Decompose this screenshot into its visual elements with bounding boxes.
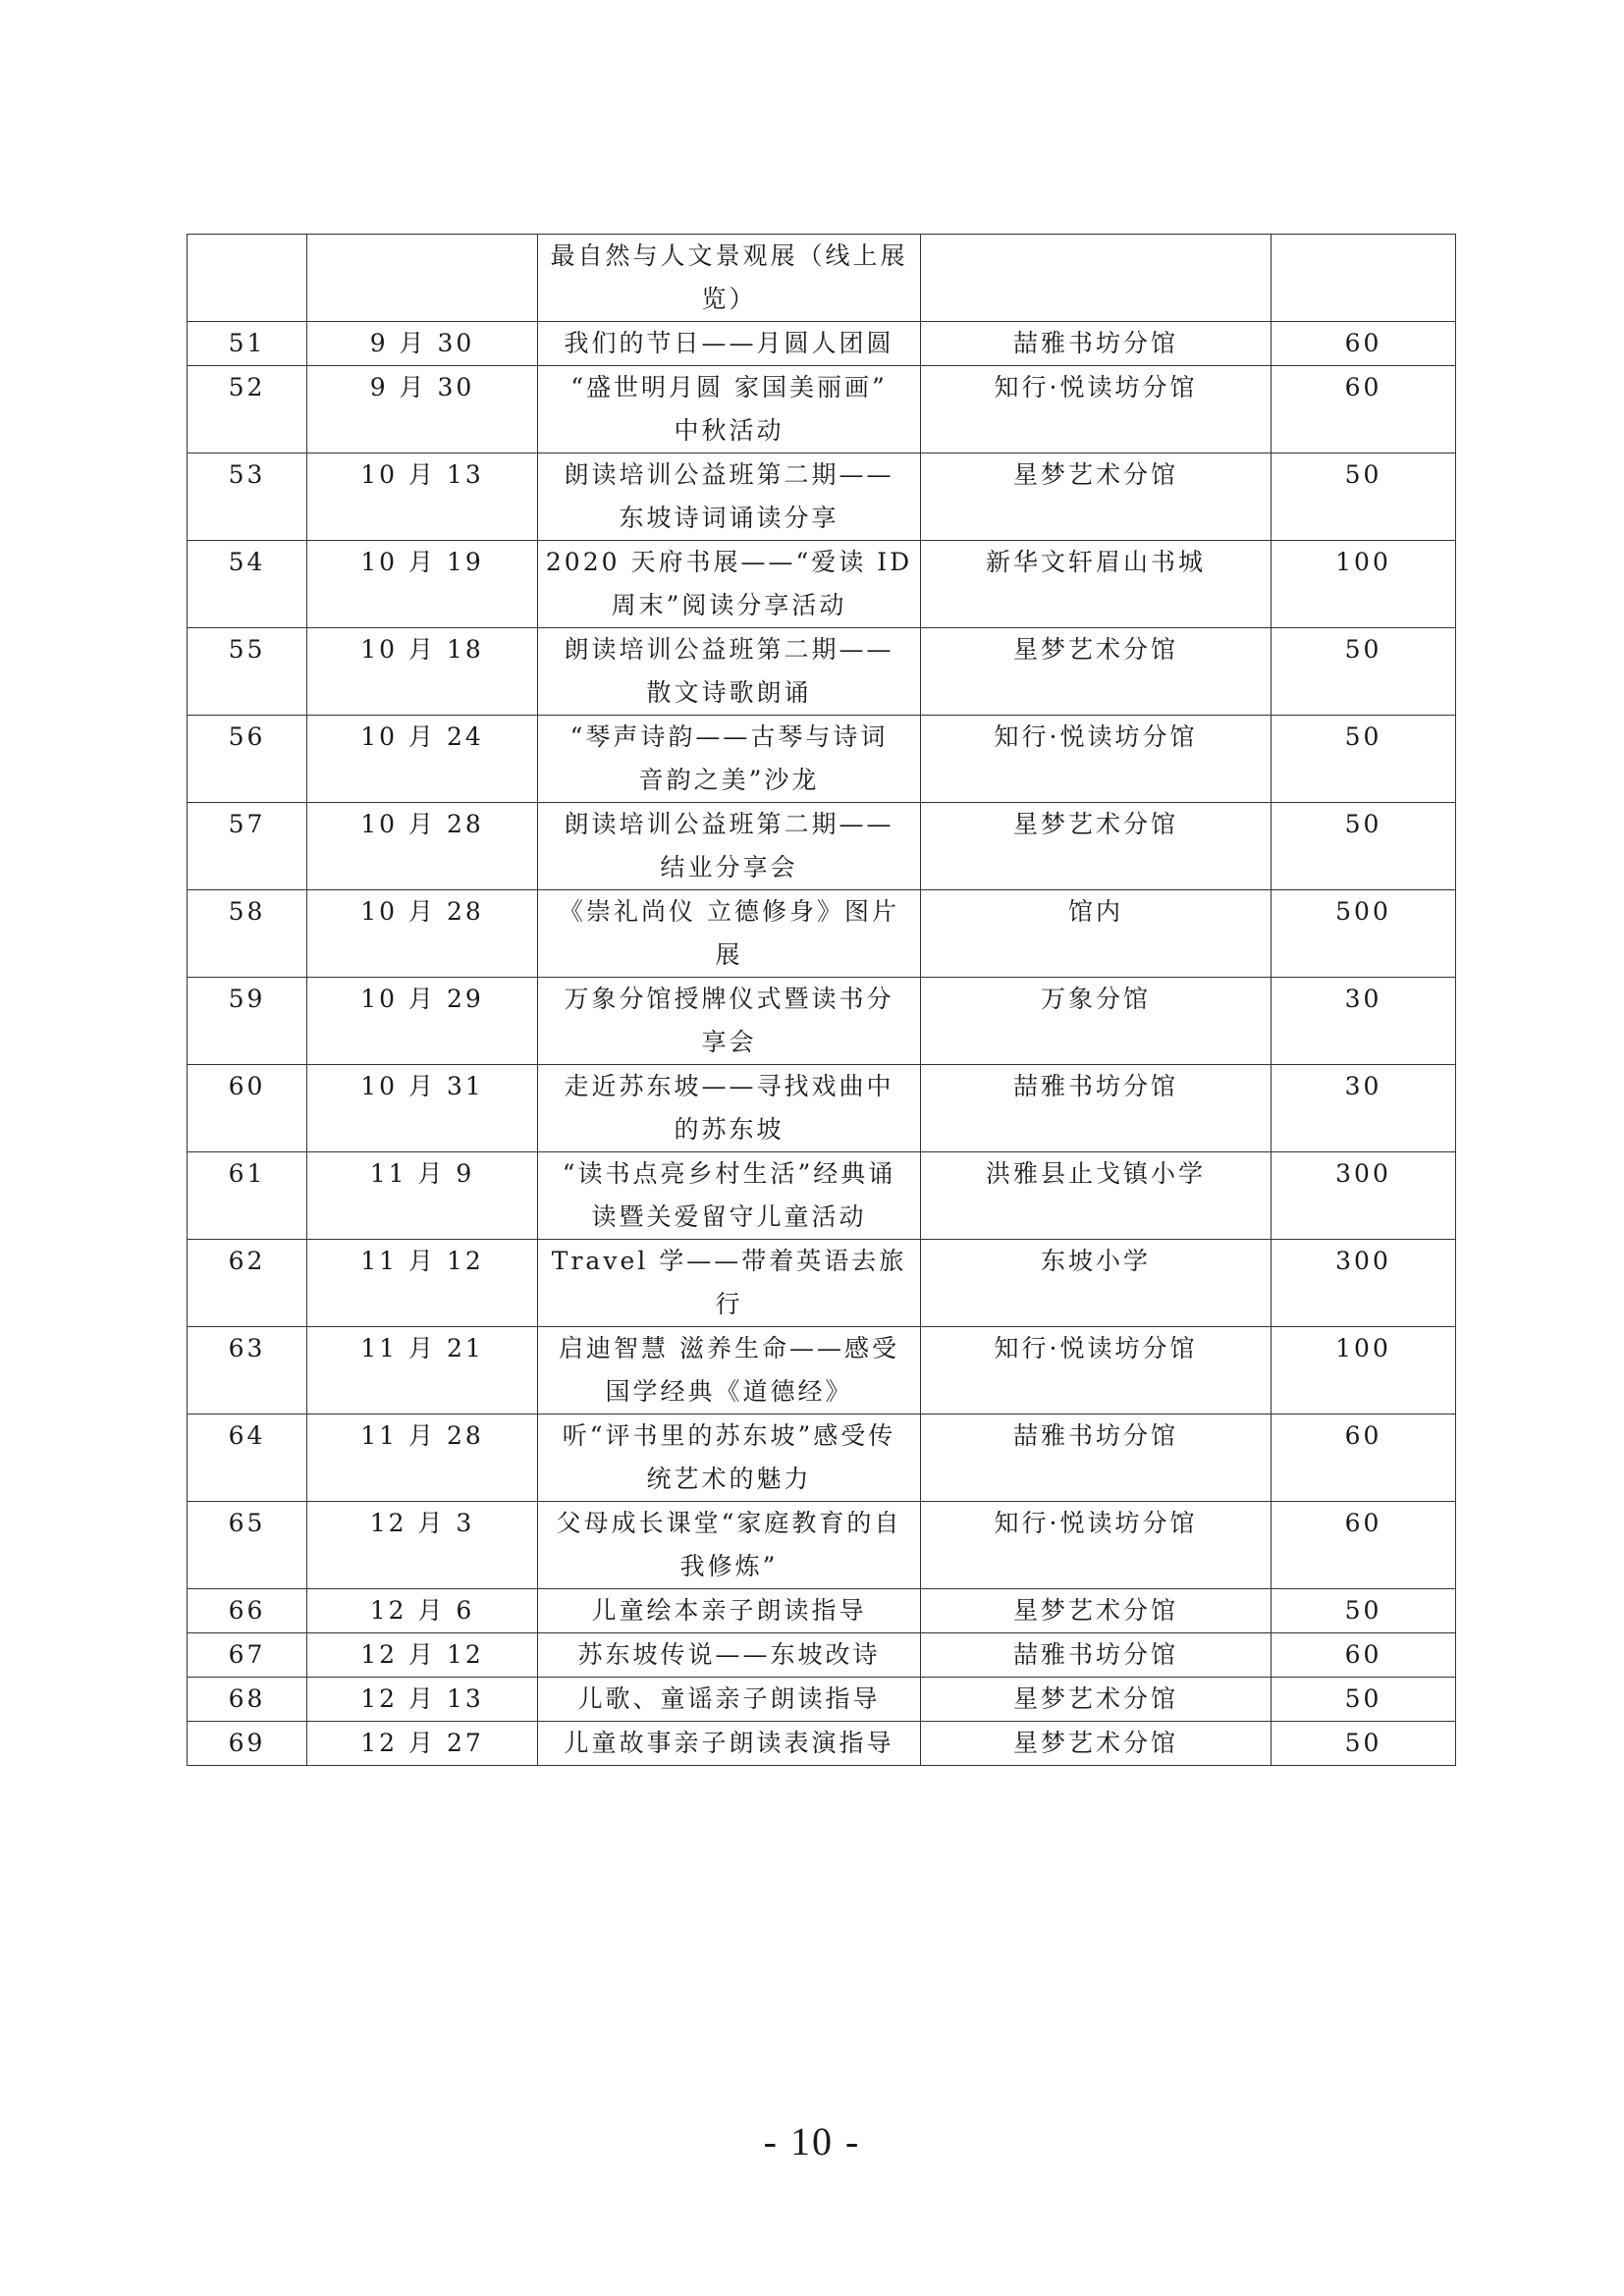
cell-date: 11 月 21 [307, 1327, 538, 1415]
cell-date: 12 月 12 [307, 1633, 538, 1678]
activity-name-line: 最自然与人文景观展（线上展 [550, 241, 908, 270]
activity-name-line: 行 [715, 1290, 743, 1318]
cell-activity-name [538, 541, 921, 628]
cell-count: 30 [1272, 978, 1456, 1065]
table-row [188, 454, 1456, 541]
cell-activity-name [538, 1240, 921, 1327]
cell-venue: 星梦艺术分馆 [921, 1722, 1272, 1766]
activity-name-line: 朗读培训公益班第二期—— [564, 810, 894, 838]
activity-name-line: 国学经典《道德经》 [605, 1377, 853, 1406]
cell-date: 10 月 24 [307, 716, 538, 803]
cell-no: 69 [188, 1722, 307, 1766]
activity-name-line: 享会 [701, 1028, 757, 1056]
cell-venue: 星梦艺术分馆 [921, 454, 1272, 541]
cell-activity-name [538, 978, 921, 1065]
cell-count: 100 [1272, 541, 1456, 628]
cell-count: 100 [1272, 1327, 1456, 1415]
cell-no: 61 [188, 1152, 307, 1240]
cell-activity-name [538, 1327, 921, 1415]
cell-activity-name [538, 322, 921, 366]
cell-venue: 知行·悦读坊分馆 [921, 366, 1272, 454]
table-row [188, 1240, 1456, 1327]
cell-date: 12 月 6 [307, 1589, 538, 1633]
cell-date: 12 月 13 [307, 1678, 538, 1722]
cell-activity-name [538, 1152, 921, 1240]
table-row [188, 978, 1456, 1065]
activity-name-line: 我们的节日——月圆人团圆 [564, 329, 894, 357]
cell-no: 64 [188, 1415, 307, 1502]
cell-count: 50 [1272, 1678, 1456, 1722]
cell-activity-name [538, 1415, 921, 1502]
activity-name-line: 万象分馆授牌仪式暨读书分 [564, 985, 894, 1013]
cell-count: 50 [1272, 716, 1456, 803]
cell-venue: 馆内 [921, 890, 1272, 978]
cell-no: 67 [188, 1633, 307, 1678]
cell-date [307, 235, 538, 322]
table-row [188, 1633, 1456, 1678]
activity-name-line: 苏东坡传说——东坡改诗 [577, 1640, 881, 1669]
cell-date: 9 月 30 [307, 366, 538, 454]
table-row [188, 628, 1456, 716]
cell-date: 12 月 27 [307, 1722, 538, 1766]
cell-count: 60 [1272, 322, 1456, 366]
table-row [188, 1678, 1456, 1722]
activity-name-line: 散文诗歌朗诵 [646, 678, 812, 707]
cell-count: 300 [1272, 1240, 1456, 1327]
activity-name-line: 儿歌、童谣亲子朗读指导 [577, 1684, 881, 1713]
cell-date: 12 月 3 [307, 1502, 538, 1589]
cell-venue [921, 235, 1272, 322]
table-row [188, 1152, 1456, 1240]
activity-name-line: 读暨关爱留守儿童活动 [591, 1202, 867, 1231]
activity-name-line: 览） [701, 285, 757, 313]
cell-no: 59 [188, 978, 307, 1065]
cell-activity-name [538, 366, 921, 454]
table-row [188, 1065, 1456, 1152]
cell-activity-name [538, 235, 921, 322]
activity-name-line: “读书点亮乡村生活”经典诵 [562, 1159, 896, 1188]
cell-no: 55 [188, 628, 307, 716]
activity-name-line: 的苏东坡 [674, 1115, 785, 1144]
cell-no: 63 [188, 1327, 307, 1415]
cell-count: 500 [1272, 890, 1456, 978]
cell-activity-name [538, 803, 921, 890]
table-row [188, 366, 1456, 454]
cell-date: 11 月 28 [307, 1415, 538, 1502]
cell-venue: 星梦艺术分馆 [921, 628, 1272, 716]
cell-activity-name [538, 454, 921, 541]
cell-venue: 知行·悦读坊分馆 [921, 1327, 1272, 1415]
cell-count: 60 [1272, 366, 1456, 454]
page-number: - 10 - [763, 2119, 861, 2163]
table-body [188, 235, 1456, 1766]
cell-count: 50 [1272, 1589, 1456, 1633]
cell-date: 10 月 28 [307, 803, 538, 890]
cell-date: 11 月 12 [307, 1240, 538, 1327]
table-row [188, 1327, 1456, 1415]
cell-activity-name [538, 628, 921, 716]
cell-date: 10 月 13 [307, 454, 538, 541]
cell-count: 30 [1272, 1065, 1456, 1152]
table-row [188, 1415, 1456, 1502]
activity-name-line: 周末”阅读分享活动 [611, 591, 847, 619]
cell-date: 10 月 19 [307, 541, 538, 628]
table-row [188, 1722, 1456, 1766]
activity-name-line: Travel 学——带着英语去旅 [551, 1247, 907, 1275]
cell-activity-name [538, 716, 921, 803]
activity-name-line: 儿童故事亲子朗读表演指导 [564, 1729, 894, 1757]
activity-name-line: 结业分享会 [660, 853, 798, 881]
cell-venue: 喆雅书坊分馆 [921, 1633, 1272, 1678]
cell-activity-name [538, 1633, 921, 1678]
cell-no: 66 [188, 1589, 307, 1633]
table-row-continued [188, 235, 1456, 322]
table-row [188, 322, 1456, 366]
cell-venue: 知行·悦读坊分馆 [921, 716, 1272, 803]
cell-date: 10 月 18 [307, 628, 538, 716]
cell-date: 10 月 28 [307, 890, 538, 978]
cell-venue: 万象分馆 [921, 978, 1272, 1065]
cell-no: 53 [188, 454, 307, 541]
table-row [188, 890, 1456, 978]
activity-name-line: 走近苏东坡——寻找戏曲中 [564, 1072, 894, 1100]
activity-name-line: 儿童绘本亲子朗读指导 [591, 1596, 867, 1625]
cell-no: 56 [188, 716, 307, 803]
cell-venue: 星梦艺术分馆 [921, 803, 1272, 890]
cell-venue: 喆雅书坊分馆 [921, 1415, 1272, 1502]
cell-no: 68 [188, 1678, 307, 1722]
cell-count: 60 [1272, 1415, 1456, 1502]
cell-date: 10 月 29 [307, 978, 538, 1065]
cell-count [1272, 235, 1456, 322]
cell-venue: 东坡小学 [921, 1240, 1272, 1327]
cell-venue: 星梦艺术分馆 [921, 1589, 1272, 1633]
activity-name-line: 2020 天府书展——“爱读 ID [545, 548, 913, 576]
activity-name-line: 我修炼” [679, 1552, 779, 1580]
table-row [188, 1589, 1456, 1633]
activity-name-line: 朗读培训公益班第二期—— [564, 635, 894, 664]
cell-venue: 知行·悦读坊分馆 [921, 1502, 1272, 1589]
activity-name-line: 父母成长课堂“家庭教育的自 [556, 1509, 902, 1537]
cell-activity-name [538, 1502, 921, 1589]
activity-name-line: 中秋活动 [674, 416, 785, 445]
table-row [188, 1502, 1456, 1589]
cell-activity-name [538, 1589, 921, 1633]
table-row [188, 716, 1456, 803]
activity-name-line: “琴声诗韵——古琴与诗词 [569, 722, 889, 751]
cell-activity-name [538, 1678, 921, 1722]
cell-venue: 洪雅县止戈镇小学 [921, 1152, 1272, 1240]
cell-venue: 喆雅书坊分馆 [921, 322, 1272, 366]
cell-activity-name [538, 1065, 921, 1152]
cell-date: 11 月 9 [307, 1152, 538, 1240]
cell-count: 50 [1272, 628, 1456, 716]
activity-name-line: 朗读培训公益班第二期—— [564, 460, 894, 489]
cell-no: 52 [188, 366, 307, 454]
table-row [188, 803, 1456, 890]
activity-name-line: 展 [715, 940, 743, 969]
table-row [188, 541, 1456, 628]
cell-no: 60 [188, 1065, 307, 1152]
cell-count: 300 [1272, 1152, 1456, 1240]
cell-activity-name [538, 1722, 921, 1766]
cell-venue: 喆雅书坊分馆 [921, 1065, 1272, 1152]
activity-name-line: 听“评书里的苏东坡”感受传 [562, 1421, 896, 1450]
cell-no: 51 [188, 322, 307, 366]
cell-no: 62 [188, 1240, 307, 1327]
activity-name-line: 统艺术的魅力 [646, 1465, 812, 1493]
activity-name-line: “盛世明月圆 家国美丽画” [570, 373, 888, 401]
activity-name-line: 启迪智慧 滋养生命——感受 [559, 1334, 899, 1362]
cell-count: 60 [1272, 1633, 1456, 1678]
activity-name-line: 《崇礼尚仪 立德修身》图片 [559, 897, 899, 926]
cell-activity-name [538, 890, 921, 978]
cell-count: 60 [1272, 1502, 1456, 1589]
activity-table [187, 234, 1456, 1766]
cell-count: 50 [1272, 454, 1456, 541]
cell-no: 58 [188, 890, 307, 978]
cell-venue: 新华文轩眉山书城 [921, 541, 1272, 628]
cell-no [188, 235, 307, 322]
activity-name-line: 音韵之美”沙龙 [638, 766, 820, 794]
cell-no: 57 [188, 803, 307, 890]
activity-name-line: 东坡诗词诵读分享 [619, 504, 839, 532]
cell-no: 65 [188, 1502, 307, 1589]
cell-venue: 星梦艺术分馆 [921, 1678, 1272, 1722]
cell-count: 50 [1272, 1722, 1456, 1766]
cell-date: 9 月 30 [307, 322, 538, 366]
cell-date: 10 月 31 [307, 1065, 538, 1152]
cell-no: 54 [188, 541, 307, 628]
cell-count: 50 [1272, 803, 1456, 890]
